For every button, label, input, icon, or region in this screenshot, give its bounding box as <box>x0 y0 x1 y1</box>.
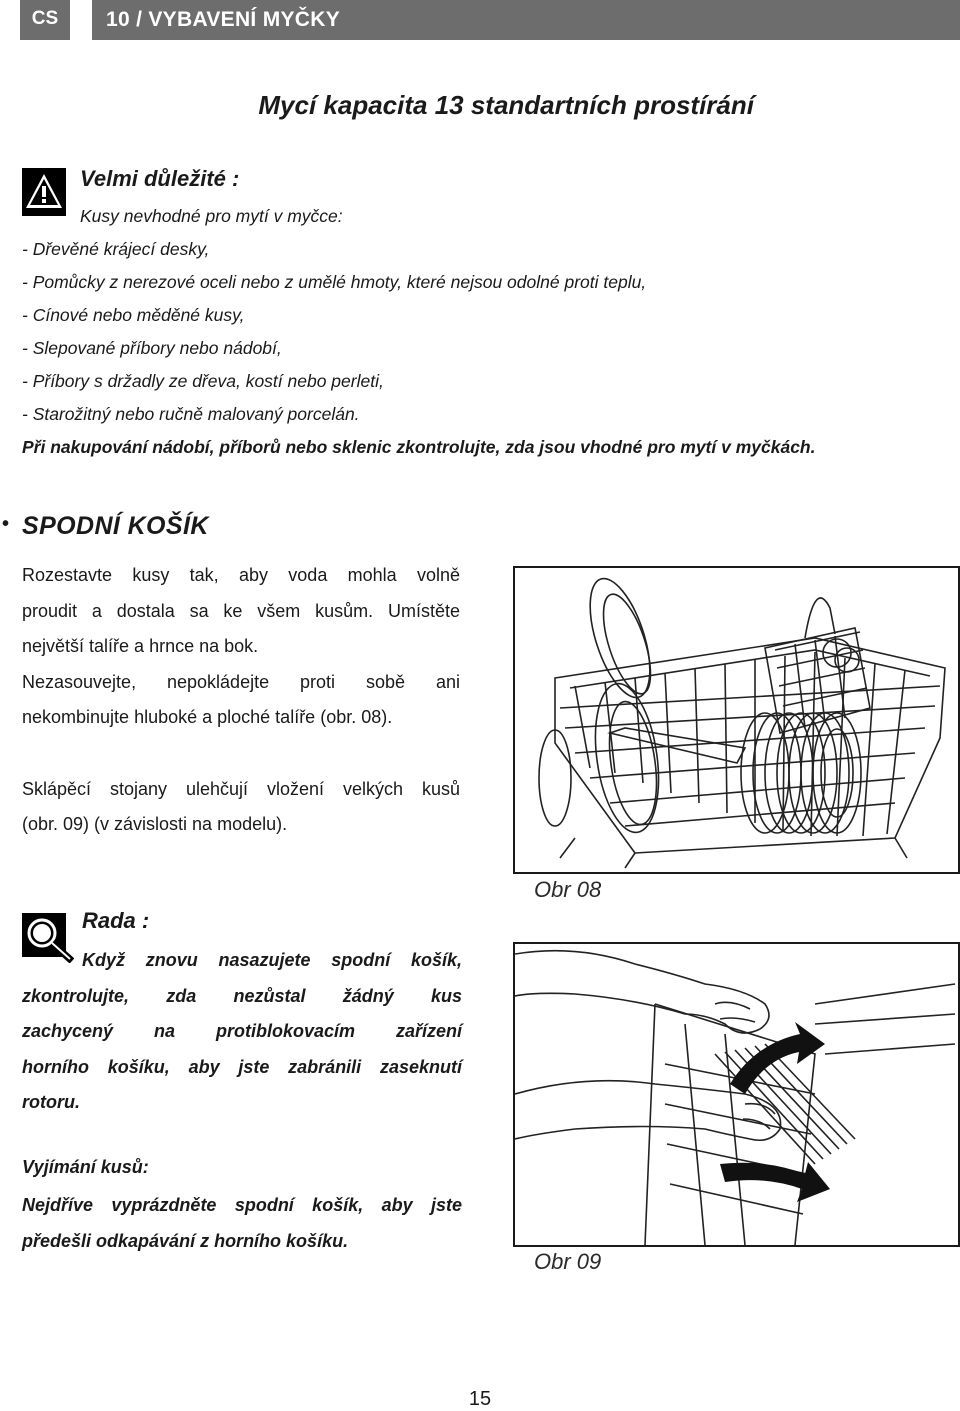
tip-body <box>22 943 462 1121</box>
body-line: Sklápěcí stojany ulehčují vložení velkých kusů <box>22 778 460 799</box>
tip-line: zachycený na protiblokovacím zařízení <box>22 1021 462 1041</box>
chapter-title: 10 / VYBAVENÍ MYČKY <box>92 0 960 40</box>
body-line: nekombinujte hluboké a ploché talíře (obr. 08). <box>22 707 393 727</box>
figure-folding-racks <box>513 942 960 1247</box>
warning-line: - Starožitný nebo ručně malovaný porcelán. <box>22 404 360 424</box>
tip-line: zkontrolujte, zda nezůstal žádný kus <box>22 985 462 1006</box>
section-body <box>22 558 460 843</box>
unloading-line: předešli odkapávání z horního košíku. <box>22 1230 349 1251</box>
language-badge: CS <box>20 0 70 40</box>
body-line: Rozestavte kusy tak, aby voda mohla volně <box>22 565 460 585</box>
lower-basket-illustration <box>515 568 958 872</box>
warning-heading: Velmi důležité : <box>80 166 240 191</box>
unloading-heading: Vyjímání kusů: <box>22 1157 149 1177</box>
page-title: Mycí kapacita 13 standartních prostírání <box>258 90 754 120</box>
body-line: proudit a dostala sa ke všem kusům. Umístěte <box>22 600 460 621</box>
warning-line: - Pomůcky z nerezové oceli nebo z umělé hmoty, které nejsou odolné proti teplu, <box>22 272 647 292</box>
tip-line: horního košíku, aby jste zabránili zaseknutí <box>22 1056 462 1077</box>
warning-line: Kusy nevhodné pro mytí v myčce: <box>80 206 343 226</box>
bullet-icon: • <box>2 513 10 535</box>
folding-racks-illustration <box>515 944 958 1245</box>
warning-note: Při nakupování nádobí, příborů nebo sklenic zkontrolujte, zda jsou vhodné pro mytí v myčkách. <box>22 437 816 457</box>
warning-line: - Příbory s držadly ze dřeva, kostí nebo perleti, <box>22 371 384 391</box>
figure-lower-basket <box>513 566 960 874</box>
figure-caption: Obr 08 <box>534 877 602 902</box>
warning-line: - Cínové nebo měděné kusy, <box>22 305 245 325</box>
tip-line: rotoru. <box>22 1092 80 1112</box>
page-number: 15 <box>468 1388 492 1410</box>
body-line: Nezasouvejte, nepokládejte proti sobě ani <box>22 671 460 692</box>
unloading-line: Nejdříve vyprázdněte spodní košík, aby jste <box>22 1195 462 1215</box>
figure-caption: Obr 09 <box>534 1249 602 1274</box>
warning-line: - Dřevěné krájecí desky, <box>22 239 210 259</box>
body-line: (obr. 09) (v závislosti na modelu). <box>22 814 288 834</box>
warning-list <box>22 200 922 464</box>
unloading-body <box>22 1188 462 1259</box>
warning-line: - Slepované příbory nebo nádobí, <box>22 338 282 358</box>
section-title: SPODNÍ KOŠÍK <box>22 512 209 540</box>
tip-line: Když znovu nasazujete spodní košík, <box>82 950 462 970</box>
tip-heading: Rada : <box>82 908 150 933</box>
body-line: největší talíře a hrnce na bok. <box>22 636 259 656</box>
